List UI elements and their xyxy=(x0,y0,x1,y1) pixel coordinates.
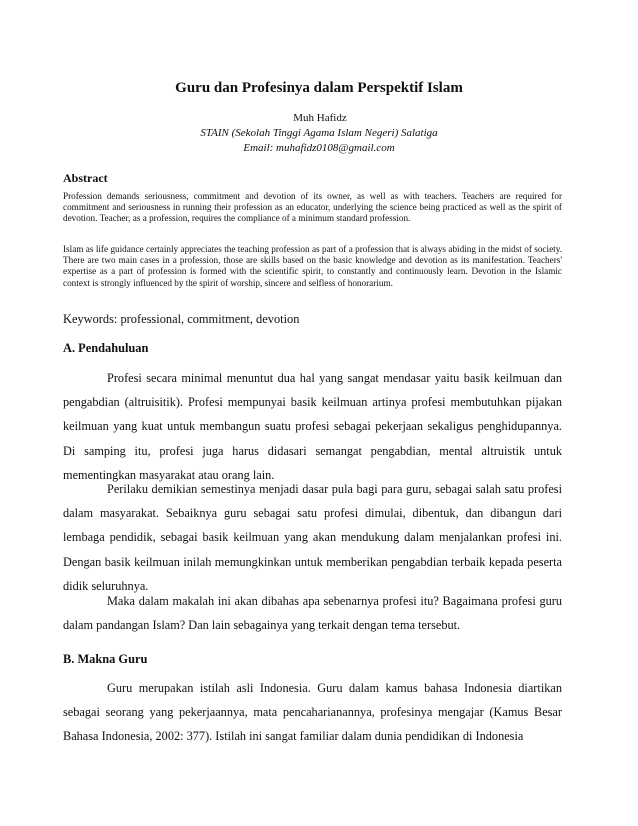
section-heading-b: B. Makna Guru xyxy=(63,652,148,666)
paper-title: Guru dan Profesinya dalam Perspektif Islam xyxy=(175,80,463,96)
body-paragraph-b1: Guru merupakan istilah asli Indonesia. Guru dalam kamus bahasa Indonesia diartikan sebagai seorang yang pekerjaannya, mata pencaharianannya, profesinya mengajar (Kamus Besar Bahasa Indonesia, 2002: 377). Istilah ini sangat familiar dalam dunia pendidikan di Indonesia xyxy=(63,681,562,744)
abstract-heading: Abstract xyxy=(63,171,108,185)
author-name: Muh Hafidz xyxy=(293,112,347,124)
author-affiliation: STAIN (Sekolah Tinggi Agama Islam Negeri) Salatiga xyxy=(200,127,438,139)
abstract-paragraph-1: Profession demands seriousness, commitment and devotion of its owner, as well as with teachers. Teachers are required for commitment and seriousness in running their profession as an educator, underlying the science being practiced as well as the spirit of devotion. Teacher, as a profession, requires the compliance of a minimum standard profession. xyxy=(63,191,562,224)
section-heading-a: A. Pendahuluan xyxy=(63,341,149,355)
body-paragraph-a2: Perilaku demikian semestinya menjadi dasar pula bagi para guru, sebagai salah satu profesi dalam masyarakat. Sebaiknya guru sebagai satu profesi dimulai, dibentuk, dan dibangun dari lembaga pendidik, sebagai basik keilmuan yang akan mendukung dalam menjalankan profesi ini. Dengan basik keilmuan inilah memungkinkan untuk memberikan pengabdian terbaik kepada peserta didik seluruhnya. xyxy=(63,482,562,593)
author-email: Email: muhafidz0108@gmail.com xyxy=(243,142,395,154)
body-paragraph-a1: Profesi secara minimal menuntut dua hal yang sangat mendasar yaitu basik keilmuan dan pengabdian (altruisitik). Profesi mempunyai basik keilmuan artinya profesi membutuhkan pijakan keilmuan yang kuat untuk membangun suatu profesi sebagai pekerjaan sekaligus penghidupannya. Di samping itu, profesi juga harus didasari semangat pengabdian, mental altruistik untuk mementingkan masyarakat atau orang lain. xyxy=(63,371,562,482)
abstract-paragraph-2: Islam as life guidance certainly appreciates the teaching profession as part of a profession that is always abiding in the midst of society. There are two main cases in a profession, those are skills based on the basic knowledge and devotion as its manifestation. Teachers' expertise as a part of profession is formed with the scientific spirit, to constantly and continuously learn. Devotion in the Islamic context is strongly influenced by the spirit of worship, sincere and selfless of honorarium. xyxy=(63,244,562,288)
body-paragraph-a3: Maka dalam makalah ini akan dibahas apa sebenarnya profesi itu? Bagaimana profesi guru dalam pandangan Islam? Dan lain sebagainya yang terkait dengan tema tersebut. xyxy=(63,594,562,633)
keywords-line: Keywords: professional, commitment, devotion xyxy=(63,312,300,326)
